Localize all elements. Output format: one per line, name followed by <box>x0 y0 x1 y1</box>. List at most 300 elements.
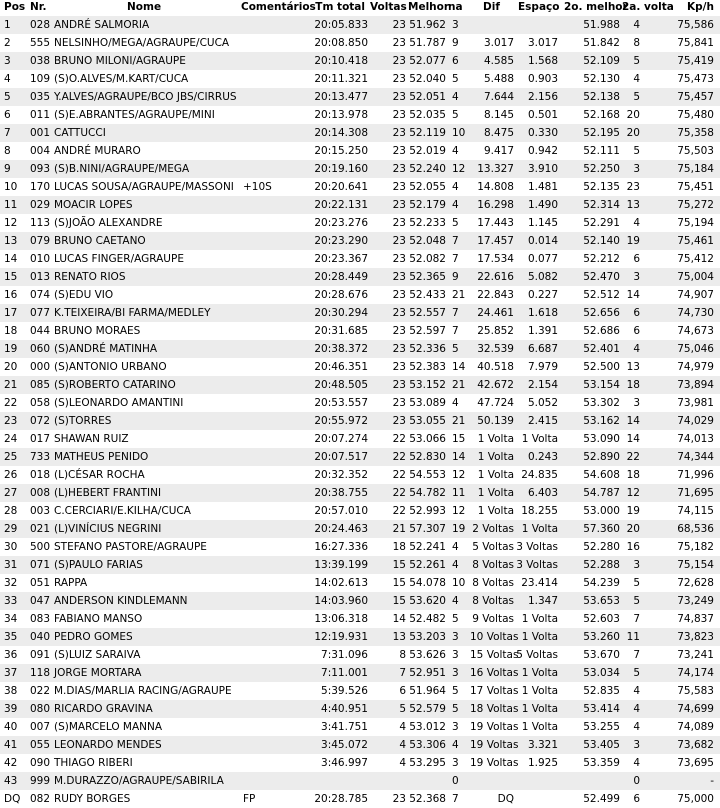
cell-dif: 19 Voltas <box>470 757 519 769</box>
cell-m2: 52.603 <box>583 613 620 625</box>
cell-pos: 33 <box>4 595 18 607</box>
cell-dif: 19 Voltas <box>470 739 519 751</box>
cell-tm: 12:19.931 <box>314 631 368 643</box>
cell-m2: 53.154 <box>583 379 620 391</box>
header-nome: Nome <box>127 1 162 13</box>
cell-m2: 52.656 <box>583 307 620 319</box>
cell-kph: 75,473 <box>677 73 714 85</box>
cell-pos: 10 <box>4 181 18 193</box>
cell-nome: C.CERCIARI/E.KILHA/CUCA <box>54 505 191 517</box>
cell-nr: 021 <box>30 523 51 535</box>
table-row <box>0 610 720 628</box>
cell-m2: 52.138 <box>583 91 620 103</box>
cell-pos: 37 <box>4 667 18 679</box>
cell-tm: 4:40.951 <box>321 703 368 715</box>
cell-m2: 52.470 <box>583 271 620 283</box>
cell-na: 21 <box>452 415 466 427</box>
cell-v2: 5 <box>633 667 640 679</box>
cell-na: 3 <box>452 649 459 661</box>
cell-nr: 018 <box>30 469 51 481</box>
cell-nome: (S)ANDRÉ MATINHA <box>54 343 158 355</box>
cell-tm: 20:46.351 <box>314 361 368 373</box>
cell-na: 4 <box>452 541 459 553</box>
cell-pos: 11 <box>4 199 18 211</box>
table-row <box>0 682 720 700</box>
cell-nr: 051 <box>30 577 51 589</box>
cell-na: 7 <box>452 793 459 805</box>
cell-nr: 082 <box>30 793 51 805</box>
cell-melhor: 52.048 <box>409 235 446 247</box>
cell-voltas: 4 <box>399 721 406 733</box>
cell-dif: 10 Voltas <box>470 631 519 643</box>
cell-dif: 9.417 <box>483 145 514 157</box>
cell-nome: FABIANO MANSO <box>54 613 143 625</box>
cell-dif: 2 Voltas <box>472 523 514 535</box>
cell-pos: 20 <box>4 361 18 373</box>
cell-tm: 20:05.833 <box>314 19 368 31</box>
table-row <box>0 322 720 340</box>
cell-kph: 74,673 <box>677 325 714 337</box>
cell-nome: (S)LUIZ SARAIVA <box>54 649 141 661</box>
cell-melhor: 52.040 <box>409 73 446 85</box>
cell-v2: 7 <box>633 649 640 661</box>
cell-nome: CATTUCCI <box>54 127 106 139</box>
cell-nr: 004 <box>30 145 51 157</box>
cell-voltas: 23 <box>392 361 406 373</box>
cell-voltas: 23 <box>392 91 406 103</box>
cell-nr: 072 <box>30 415 51 427</box>
cell-pos: 16 <box>4 289 18 301</box>
cell-m2: 52.512 <box>583 289 620 301</box>
cell-pos: 1 <box>4 19 11 31</box>
cell-v2: 6 <box>633 325 640 337</box>
cell-v2: 20 <box>626 127 640 139</box>
cell-voltas: 23 <box>392 271 406 283</box>
cell-na: 5 <box>452 685 459 697</box>
cell-esp: 2.154 <box>527 379 558 391</box>
cell-nr: 079 <box>30 235 51 247</box>
cell-nome: RICARDO GRAVINA <box>54 703 153 715</box>
cell-kph: 74,089 <box>677 721 714 733</box>
cell-melhor: 52.951 <box>409 667 446 679</box>
cell-esp: 3.910 <box>527 163 558 175</box>
cell-tm: 3:41.751 <box>321 721 368 733</box>
cell-tm: 14:03.960 <box>314 595 368 607</box>
cell-na: 4 <box>452 559 459 571</box>
cell-dif: 1 Volta <box>477 451 514 463</box>
cell-tm: 20:53.557 <box>314 397 368 409</box>
cell-pos: 30 <box>4 541 18 553</box>
cell-v2: 6 <box>633 253 640 265</box>
cell-esp: 1 Volta <box>521 703 558 715</box>
cell-dif: 1 Volta <box>477 433 514 445</box>
cell-nr: 003 <box>30 505 51 517</box>
cell-kph: 74,699 <box>677 703 714 715</box>
cell-v2: 3 <box>633 397 640 409</box>
cell-nr: 013 <box>30 271 51 283</box>
cell-v2: 11 <box>626 631 640 643</box>
cell-voltas: 14 <box>392 613 406 625</box>
cell-pos: 31 <box>4 559 18 571</box>
cell-m2: 52.195 <box>583 127 620 139</box>
cell-tm: 20:23.290 <box>314 235 368 247</box>
cell-na: 15 <box>452 433 466 445</box>
cell-na: 4 <box>452 739 459 751</box>
cell-pos: 38 <box>4 685 18 697</box>
cell-pos: 14 <box>4 253 18 265</box>
cell-v2: 19 <box>626 505 640 517</box>
cell-esp: 1.618 <box>527 307 558 319</box>
cell-dif: 8.145 <box>483 109 514 121</box>
cell-na: 4 <box>452 397 459 409</box>
cell-kph: 75,480 <box>677 109 714 121</box>
cell-nome: K.TEIXEIRA/BI FARMA/MEDLEY <box>54 307 211 319</box>
table-row <box>0 196 720 214</box>
cell-melhor: 52.261 <box>409 559 446 571</box>
cell-tm: 7:31.096 <box>321 649 368 661</box>
cell-nr: 017 <box>30 433 51 445</box>
cell-tm: 20:30.294 <box>314 307 368 319</box>
cell-nome: BRUNO CAETANO <box>54 235 146 247</box>
cell-v2: 3 <box>633 271 640 283</box>
cell-kph: 74,730 <box>677 307 714 319</box>
cell-dif: 14.808 <box>477 181 514 193</box>
table-row <box>0 250 720 268</box>
cell-m2: 52.111 <box>583 145 620 157</box>
cell-tm: 20:31.685 <box>314 325 368 337</box>
cell-na: 3 <box>452 19 459 31</box>
cell-tm: 20:08.850 <box>314 37 368 49</box>
cell-nome: (S)PAULO FARIAS <box>54 559 143 571</box>
cell-dif: 17.457 <box>477 235 514 247</box>
cell-pos: 21 <box>4 379 18 391</box>
cell-v2: 8 <box>633 37 640 49</box>
table-row <box>0 178 720 196</box>
cell-melhor: 52.482 <box>409 613 446 625</box>
cell-dif: 18 Voltas <box>470 703 519 715</box>
cell-v2: 5 <box>633 595 640 607</box>
table-row <box>0 358 720 376</box>
cell-kph: - <box>710 775 714 787</box>
cell-kph: 75,412 <box>677 253 714 265</box>
cell-nr: 011 <box>30 109 51 121</box>
cell-nome: SHAWAN RUIZ <box>54 433 129 445</box>
cell-nr: 091 <box>30 649 51 661</box>
cell-voltas: 13 <box>392 631 406 643</box>
cell-dif: 47.724 <box>477 397 514 409</box>
cell-esp: 24.835 <box>521 469 558 481</box>
cell-na: 14 <box>452 451 466 463</box>
cell-kph: 73,894 <box>677 379 714 391</box>
table-row <box>0 646 720 664</box>
cell-pos: 42 <box>4 757 18 769</box>
cell-dif: 24.461 <box>477 307 514 319</box>
cell-nome: RENATO RIOS <box>54 271 126 283</box>
cell-nome: ANDERSON KINDLEMANN <box>54 595 188 607</box>
cell-nr: 038 <box>30 55 51 67</box>
cell-nr: 028 <box>30 19 51 31</box>
cell-pos: 24 <box>4 433 18 445</box>
cell-v2: 22 <box>626 451 640 463</box>
cell-na: 5 <box>452 343 459 355</box>
cell-nome: Y.ALVES/AGRAUPE/BCO JBS/CIRRUS <box>54 91 237 103</box>
cell-tm: 7:11.001 <box>321 667 368 679</box>
cell-nr: 555 <box>30 37 51 49</box>
table-row <box>0 754 720 772</box>
cell-com: FP <box>243 793 256 805</box>
cell-m2: 53.359 <box>583 757 620 769</box>
cell-nome: THIAGO RIBERI <box>54 757 133 769</box>
cell-voltas: 23 <box>392 109 406 121</box>
cell-esp: 5.082 <box>527 271 558 283</box>
cell-voltas: 23 <box>392 163 406 175</box>
cell-nr: 040 <box>30 631 51 643</box>
cell-voltas: 23 <box>392 181 406 193</box>
cell-nr: 001 <box>30 127 51 139</box>
cell-tm: 20:28.449 <box>314 271 368 283</box>
cell-m2: 52.140 <box>583 235 620 247</box>
cell-nome: JORGE MORTARA <box>54 667 142 679</box>
cell-na: 7 <box>452 325 459 337</box>
cell-esp: 1 Volta <box>521 631 558 643</box>
header-kph: Kp/h <box>687 1 714 13</box>
cell-m2: 54.239 <box>583 577 620 589</box>
cell-melhor: 52.830 <box>409 451 446 463</box>
cell-esp: 6.687 <box>527 343 558 355</box>
cell-kph: 75,451 <box>677 181 714 193</box>
cell-voltas: 6 <box>399 685 406 697</box>
header-segunda-volta: 2a. volta <box>622 1 674 13</box>
cell-tm: 20:48.505 <box>314 379 368 391</box>
cell-v2: 16 <box>626 541 640 553</box>
cell-pos: 28 <box>4 505 18 517</box>
table-row <box>0 538 720 556</box>
cell-tm: 20:38.755 <box>314 487 368 499</box>
cell-esp: 0.501 <box>527 109 558 121</box>
cell-pos: 6 <box>4 109 11 121</box>
cell-melhor: 52.233 <box>409 217 446 229</box>
cell-pos: 5 <box>4 91 11 103</box>
table-row <box>0 772 720 790</box>
cell-melhor: 52.055 <box>409 181 446 193</box>
cell-na: 12 <box>452 163 466 175</box>
cell-esp: 18.255 <box>521 505 558 517</box>
cell-dif: 8 Voltas <box>472 577 514 589</box>
cell-v2: 6 <box>633 793 640 805</box>
cell-m2: 54.608 <box>583 469 620 481</box>
cell-nome: RUDY BORGES <box>54 793 131 805</box>
cell-tm: 20:19.160 <box>314 163 368 175</box>
table-row <box>0 160 720 178</box>
table-row <box>0 268 720 286</box>
cell-kph: 75,000 <box>677 793 714 805</box>
header-voltas: Voltas <box>370 1 407 13</box>
cell-esp: 3 Voltas <box>516 559 558 571</box>
table-row <box>0 484 720 502</box>
cell-m2: 53.302 <box>583 397 620 409</box>
cell-tm: 3:45.072 <box>321 739 368 751</box>
cell-na: 3 <box>452 757 459 769</box>
cell-esp: 2.156 <box>527 91 558 103</box>
header-espaco: Espaço <box>518 1 560 13</box>
cell-m2: 52.291 <box>583 217 620 229</box>
cell-kph: 75,184 <box>677 163 714 175</box>
cell-melhor: 52.336 <box>409 343 446 355</box>
cell-kph: 73,249 <box>677 595 714 607</box>
cell-v2: 14 <box>626 289 640 301</box>
cell-kph: 75,154 <box>677 559 714 571</box>
cell-melhor: 54.078 <box>409 577 446 589</box>
cell-pos: 25 <box>4 451 18 463</box>
cell-esp: 0.903 <box>527 73 558 85</box>
cell-nome: (S)ANTONIO URBANO <box>54 361 167 373</box>
cell-melhor: 54.782 <box>409 487 446 499</box>
cell-dif: 5.488 <box>483 73 514 85</box>
cell-na: 12 <box>452 505 466 517</box>
cell-na: 12 <box>452 469 466 481</box>
cell-nome: (L)VINÍCIUS NEGRINI <box>54 523 162 535</box>
cell-melhor: 51.787 <box>409 37 446 49</box>
cell-voltas: 23 <box>392 19 406 31</box>
cell-na: 10 <box>452 127 466 139</box>
cell-melhor: 52.241 <box>409 541 446 553</box>
cell-tm: 13:06.318 <box>314 613 368 625</box>
table-row <box>0 592 720 610</box>
cell-tm: 16:27.336 <box>314 541 368 553</box>
cell-voltas: 15 <box>392 559 406 571</box>
cell-nr: 000 <box>30 361 51 373</box>
cell-nr: 085 <box>30 379 51 391</box>
cell-esp: 3.017 <box>527 37 558 49</box>
cell-kph: 73,241 <box>677 649 714 661</box>
cell-v2: 4 <box>633 217 640 229</box>
cell-dif: 40.518 <box>477 361 514 373</box>
cell-pos: 17 <box>4 307 18 319</box>
cell-kph: 75,194 <box>677 217 714 229</box>
table-row <box>0 52 720 70</box>
cell-voltas: 7 <box>399 667 406 679</box>
cell-melhor: 52.383 <box>409 361 446 373</box>
cell-voltas: 23 <box>392 379 406 391</box>
table-row <box>0 304 720 322</box>
cell-m2: 53.162 <box>583 415 620 427</box>
cell-nome: LUCAS FINGER/AGRAUPE <box>54 253 184 265</box>
cell-tm: 20:23.276 <box>314 217 368 229</box>
cell-esp: 3 Voltas <box>516 541 558 553</box>
cell-kph: 75,358 <box>677 127 714 139</box>
cell-melhor: 51.962 <box>409 19 446 31</box>
cell-nr: 083 <box>30 613 51 625</box>
cell-voltas: 23 <box>392 235 406 247</box>
cell-esp: 0.243 <box>527 451 558 463</box>
cell-nr: 007 <box>30 721 51 733</box>
cell-nr: 077 <box>30 307 51 319</box>
cell-esp: 1 Volta <box>521 721 558 733</box>
cell-na: 3 <box>452 631 459 643</box>
cell-tm: 20:38.372 <box>314 343 368 355</box>
cell-voltas: 23 <box>392 289 406 301</box>
cell-melhor: 53.055 <box>409 415 446 427</box>
cell-na: 3 <box>452 667 459 679</box>
cell-kph: 75,461 <box>677 235 714 247</box>
cell-na: 21 <box>452 289 466 301</box>
cell-melhor: 52.082 <box>409 253 446 265</box>
cell-voltas: 8 <box>399 649 406 661</box>
cell-dif: 8 Voltas <box>472 559 514 571</box>
cell-kph: 74,344 <box>677 451 714 463</box>
cell-kph: 75,841 <box>677 37 714 49</box>
cell-voltas: 22 <box>392 433 406 445</box>
cell-tm: 3:46.997 <box>321 757 368 769</box>
cell-voltas: 22 <box>392 469 406 481</box>
cell-na: 4 <box>452 181 459 193</box>
cell-voltas: 5 <box>399 703 406 715</box>
cell-nome: RAPPA <box>54 577 88 589</box>
cell-pos: 23 <box>4 415 18 427</box>
cell-dif: 8.475 <box>483 127 514 139</box>
cell-v2: 3 <box>633 559 640 571</box>
cell-m2: 53.670 <box>583 649 620 661</box>
cell-pos: 15 <box>4 271 18 283</box>
cell-na: 5 <box>452 109 459 121</box>
cell-voltas: 18 <box>392 541 406 553</box>
table-row <box>0 286 720 304</box>
table-row <box>0 502 720 520</box>
cell-dif: 17 Voltas <box>470 685 519 697</box>
cell-pos: 2 <box>4 37 11 49</box>
cell-tm: 20:23.367 <box>314 253 368 265</box>
cell-dif: 17.443 <box>477 217 514 229</box>
cell-kph: 74,115 <box>677 505 714 517</box>
cell-melhor: 52.179 <box>409 199 446 211</box>
cell-nome: M.DIAS/MARLIA RACING/AGRAUPE <box>54 685 232 697</box>
table-row <box>0 340 720 358</box>
cell-melhor: 53.620 <box>409 595 446 607</box>
table-row <box>0 70 720 88</box>
cell-pos: 39 <box>4 703 18 715</box>
cell-melhor: 53.295 <box>409 757 446 769</box>
cell-kph: 75,046 <box>677 343 714 355</box>
cell-dif: 3.017 <box>483 37 514 49</box>
cell-pos: 40 <box>4 721 18 733</box>
cell-na: 11 <box>452 487 466 499</box>
cell-kph: 71,996 <box>677 469 714 481</box>
cell-melhor: 52.240 <box>409 163 446 175</box>
cell-m2: 52.500 <box>583 361 620 373</box>
cell-kph: 74,029 <box>677 415 714 427</box>
cell-melhor: 54.553 <box>409 469 446 481</box>
cell-esp: 23.414 <box>521 577 558 589</box>
cell-m2: 52.250 <box>583 163 620 175</box>
cell-voltas: 22 <box>392 505 406 517</box>
cell-esp: 6.403 <box>527 487 558 499</box>
table-row <box>0 88 720 106</box>
cell-v2: 18 <box>626 469 640 481</box>
cell-m2: 52.135 <box>583 181 620 193</box>
header-tm-total: Tm total <box>315 1 365 13</box>
cell-pos: 35 <box>4 631 18 643</box>
cell-nr: 047 <box>30 595 51 607</box>
cell-m2: 52.401 <box>583 343 620 355</box>
cell-m2: 52.280 <box>583 541 620 553</box>
cell-na: 5 <box>452 613 459 625</box>
cell-v2: 4 <box>633 703 640 715</box>
cell-v2: 6 <box>633 307 640 319</box>
table-row <box>0 520 720 538</box>
cell-m2: 52.686 <box>583 325 620 337</box>
cell-m2: 53.414 <box>583 703 620 715</box>
cell-tm: 20:20.641 <box>314 181 368 193</box>
